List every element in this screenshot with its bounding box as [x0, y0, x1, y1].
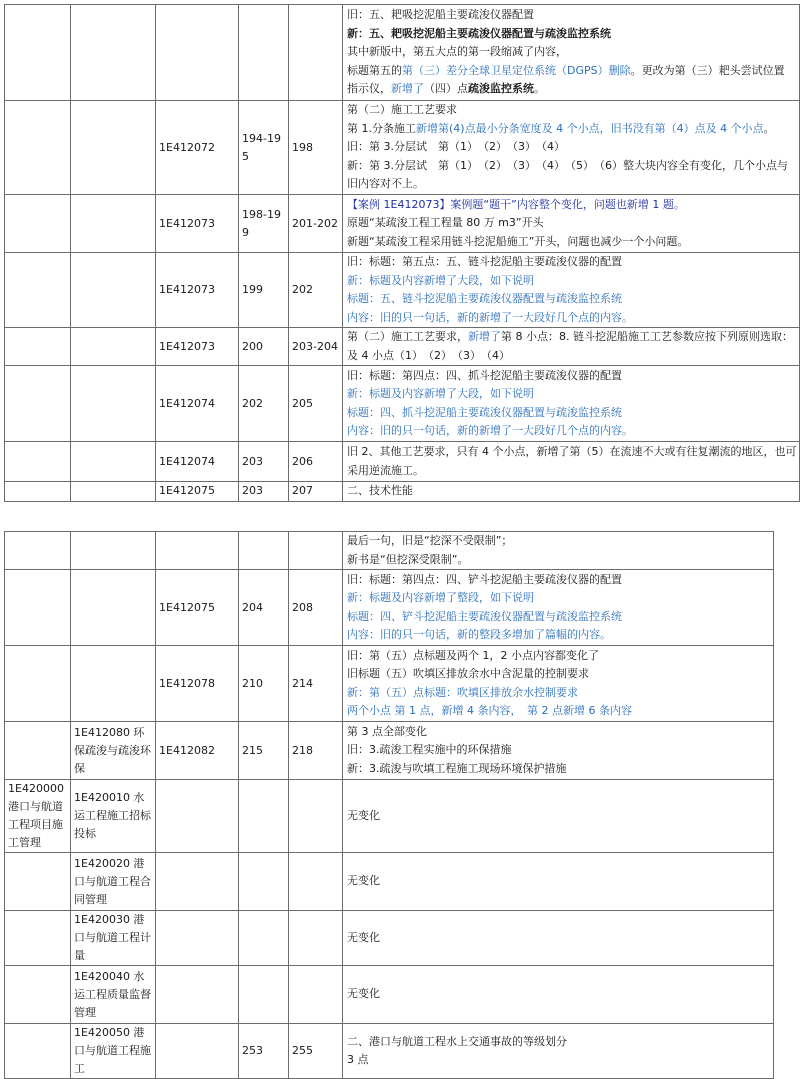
note-line: 新：标题及内容新增了整段，如下说明 [347, 591, 534, 604]
level-2-cell: 1E420050 港口与航道工程施工 [71, 1024, 156, 1079]
section-code-cell: 1E412074 [156, 442, 239, 482]
old-page-cell [239, 532, 289, 570]
new-page-cell: 198 [289, 101, 343, 195]
note-segment: 。 [763, 121, 775, 135]
new-page-cell: 206 [289, 442, 343, 482]
change-note-cell [343, 253, 800, 328]
level-1-cell [5, 328, 71, 366]
note-segment: 疏浚监控系统 [468, 82, 534, 96]
level-2-cell [71, 195, 156, 253]
change-note-cell [343, 101, 800, 195]
section-code-cell: 1E412082 [156, 722, 239, 780]
note-line: 3 点 [347, 1053, 369, 1066]
table-row [5, 482, 800, 502]
note-line: 新：3.疏浚与吹填工程施工现场环境保护措施 [347, 761, 567, 775]
note-line [347, 62, 796, 81]
table-row [5, 532, 774, 570]
table-row [5, 853, 774, 911]
section-code-cell: 1E412073 [156, 195, 239, 253]
level-1-cell [5, 5, 71, 101]
note-line: 无变化 [347, 987, 380, 1001]
note-line: 新：第 3.分层试 第（1） （2） （3） （4） （5） （6）整大块内容全有变化，几个小点与 [347, 158, 788, 172]
change-note-cell [343, 5, 800, 101]
level-2-cell: 1E420020 港口与航道工程合同管理 [71, 853, 156, 911]
table-row [5, 5, 800, 101]
table-row [5, 966, 774, 1024]
note-segment: 第 1.分条施工 [347, 121, 416, 135]
new-page-cell: 255 [289, 1024, 343, 1079]
old-page-cell [239, 911, 289, 966]
level-2-cell [71, 253, 156, 328]
old-page-cell: 202 [239, 366, 289, 442]
change-note-cell [343, 780, 774, 853]
note-line: 无变化 [347, 808, 380, 822]
note-line: 采用逆流施工。 [347, 463, 424, 477]
note-line: 无变化 [347, 930, 380, 944]
table-row [5, 253, 800, 328]
level-1-cell [5, 482, 71, 502]
old-page-cell: 198-199 [239, 195, 289, 253]
level-2-cell [71, 532, 156, 570]
note-segment: 第 8 小点：8. 链斗挖泥船施工工艺参数应按下列原则选取： [501, 330, 793, 343]
level-1-cell [5, 646, 71, 722]
level-2-cell [71, 101, 156, 195]
level-1-cell [5, 570, 71, 646]
table-row [5, 911, 774, 966]
change-note-cell [343, 442, 800, 482]
section-code-cell: 1E412075 [156, 482, 239, 502]
level-1-cell [5, 1024, 71, 1079]
level-2-cell [71, 482, 156, 502]
new-page-cell: 201-202 [289, 195, 343, 253]
note-line: 最后一句，旧是“挖深不受限制”； [347, 534, 513, 547]
new-page-cell: 205 [289, 366, 343, 442]
section-code-cell [156, 1024, 239, 1079]
note-line: 内容：旧的只一句话，新的新增了一大段好几个点的内容。 [347, 310, 633, 324]
old-page-cell: 203 [239, 482, 289, 502]
section-code-cell: 1E412075 [156, 570, 239, 646]
note-line: 内容：旧的只一句话，新的整段多增加了篇幅的内容。 [347, 628, 611, 641]
note-line: 旧：标题：第五点：五、链斗挖泥船主要疏浚仪器的配置 [347, 255, 622, 268]
note-line: 新：标题及内容新增了大段，如下说明 [347, 273, 534, 287]
table-row [5, 780, 774, 853]
old-page-cell: 200 [239, 328, 289, 366]
old-page-cell: 194-195 [239, 101, 289, 195]
section-code-cell [156, 853, 239, 911]
note-line: 及 4 小点（1） （2） （3） （4） [347, 348, 510, 362]
note-line: 旧：标题：第四点：四、抓斗挖泥船主要疏浚仪器的配置 [347, 368, 622, 382]
note-line: 第 3 点全部变化 [347, 724, 427, 738]
table-row [5, 442, 800, 482]
table-row [5, 1024, 774, 1079]
change-note-cell [343, 482, 800, 502]
new-page-cell [289, 532, 343, 570]
note-line [347, 196, 796, 215]
note-line: 其中新版中，第五大点的第一段缩减了内容， [347, 45, 567, 59]
old-page-cell: 215 [239, 722, 289, 780]
level-2-cell [71, 646, 156, 722]
change-note-cell [343, 328, 800, 366]
section-code-cell [156, 780, 239, 853]
note-line: 旧：五、耙吸挖泥船主要疏浚仪器配置 [347, 8, 534, 22]
new-page-cell: 214 [289, 646, 343, 722]
note-line: 二、技术性能 [347, 484, 413, 497]
old-page-cell [239, 5, 289, 101]
note-line: 新书是“但挖深受限制”。 [347, 552, 469, 566]
level-2-cell [71, 442, 156, 482]
section-code-cell [156, 532, 239, 570]
new-page-cell [289, 780, 343, 853]
level-2-cell: 1E420030 港口与航道工程计量 [71, 911, 156, 966]
section-code-cell: 1E412073 [156, 253, 239, 328]
note-line: 旧：第 3.分层试 第（1） （2） （3） （4） [347, 140, 565, 154]
level-1-cell [5, 442, 71, 482]
note-segment: 【案例 1E412073】案例题“题干”内容整个变化，问题也新增 1 题。 [347, 197, 685, 211]
new-page-cell [289, 911, 343, 966]
note-line: 旧标题（五）吹填区排放余水中含泥量的控制要求 [347, 667, 589, 680]
change-note-cell [343, 366, 800, 442]
level-1-cell [5, 966, 71, 1024]
note-line: 新题“某疏浚工程采用链斗挖泥船施工”开头，问题也减少一个小问题。 [347, 234, 689, 248]
note-line: 新：标题及内容新增了大段，如下说明 [347, 387, 534, 400]
section-code-cell [156, 911, 239, 966]
new-page-cell: 208 [289, 570, 343, 646]
table-row [5, 195, 800, 253]
section-code-cell [156, 966, 239, 1024]
old-page-cell: 210 [239, 646, 289, 722]
level-1-cell [5, 195, 71, 253]
note-line [347, 80, 796, 99]
note-line: 原题“某疏浚工程工程量 80 万 m3”开头 [347, 216, 544, 230]
level-1-cell [5, 101, 71, 195]
old-page-cell: 203 [239, 442, 289, 482]
level-1-cell [5, 532, 71, 570]
level-2-cell [71, 5, 156, 101]
level-1-cell: 1E420000 港口与航道工程项目施工管理 [5, 780, 71, 853]
note-segment: 新增了 [468, 330, 501, 343]
note-line: 内容：旧的只一句话，新的新增了一大段好几个点的内容。 [347, 424, 633, 437]
change-table-1 [4, 4, 800, 502]
level-2-cell: 1E420040 水运工程质量监督管理 [71, 966, 156, 1024]
table-body [5, 5, 800, 502]
note-segment: 。 [534, 82, 545, 96]
section-code-cell [156, 5, 239, 101]
change-note-cell [343, 722, 774, 780]
change-note-cell [343, 1024, 774, 1079]
section-code-cell: 1E412073 [156, 328, 239, 366]
old-page-cell [239, 780, 289, 853]
note-line: 第（二）施工工艺要求 [347, 103, 457, 117]
level-1-cell [5, 722, 71, 780]
note-line [347, 328, 796, 347]
change-note-cell [343, 195, 800, 253]
level-2-cell [71, 570, 156, 646]
old-page-cell: 199 [239, 253, 289, 328]
change-note-cell [343, 853, 774, 911]
level-2-cell: 1E412080 环保疏浚与疏浚环保 [71, 722, 156, 780]
note-line: 标题：四、铲斗挖泥船主要疏浚仪器配置与疏浚监控系统 [347, 609, 622, 623]
note-segment: （四）点 [424, 82, 468, 96]
note-line [347, 120, 796, 139]
table-row [5, 646, 774, 722]
note-line: 旧：3.疏浚工程实施中的环保措施 [347, 743, 512, 757]
note-segment: 指示仪， [347, 82, 391, 96]
note-line: 标题：五、链斗挖泥船主要疏浚仪器配置与疏浚监控系统 [347, 292, 622, 305]
table-row [5, 570, 774, 646]
level-1-cell [5, 253, 71, 328]
note-line: 新：五、耙吸挖泥船主要疏浚仪器配置与疏浚监控系统 [347, 26, 611, 40]
level-1-cell [5, 366, 71, 442]
new-page-cell [289, 966, 343, 1024]
note-line: 新：第（五）点标题：吹填区排放余水控制要求 [347, 685, 578, 699]
level-2-cell: 1E420010 水运工程施工招标投标 [71, 780, 156, 853]
note-line: 旧：标题：第四点：四、铲斗挖泥船主要疏浚仪器的配置 [347, 572, 622, 586]
note-segment: 新增了 [391, 82, 424, 96]
new-page-cell [289, 853, 343, 911]
note-line: 标题：四、抓斗挖泥船主要疏浚仪器配置与疏浚监控系统 [347, 405, 622, 419]
change-note-cell [343, 646, 774, 722]
note-segment: 新增第(4)点最小分条宽度及 4 个小点，旧书没有第（4）点及 4 个小点 [416, 121, 764, 135]
table-row [5, 328, 800, 366]
section-code-cell: 1E412074 [156, 366, 239, 442]
old-page-cell: 253 [239, 1024, 289, 1079]
note-line: 旧 2、其他工艺要求，只有 4 个小点，新增了第（5）在流速不大或有往复潮流的地区，也可 [347, 445, 797, 458]
note-line: 无变化 [347, 874, 380, 888]
note-segment: 第（三）差分全球卫星定位系统（DGPS）删除 [402, 63, 631, 77]
note-line: 旧内容对不上。 [347, 177, 424, 191]
old-page-cell [239, 853, 289, 911]
note-segment: 。更改为第（三）耙头尝试位置 [630, 63, 785, 77]
note-line: 二、港口与航道工程水上交通事故的等级划分 [347, 1034, 567, 1048]
table-row [5, 722, 774, 780]
new-page-cell: 207 [289, 482, 343, 502]
level-1-cell [5, 911, 71, 966]
old-page-cell [239, 966, 289, 1024]
level-2-cell [71, 366, 156, 442]
new-page-cell: 218 [289, 722, 343, 780]
change-note-cell [343, 911, 774, 966]
note-segment: 标题第五的 [347, 63, 402, 77]
new-page-cell [289, 5, 343, 101]
old-page-cell: 204 [239, 570, 289, 646]
table-row [5, 366, 800, 442]
change-note-cell [343, 966, 774, 1024]
change-table-2 [4, 531, 774, 1079]
change-note-cell [343, 570, 774, 646]
new-page-cell: 203-204 [289, 328, 343, 366]
level-2-cell [71, 328, 156, 366]
note-line: 两个小点 第 1 点，新增 4 条内容， 第 2 点新增 6 条内容 [347, 704, 632, 717]
change-note-cell [343, 532, 774, 570]
note-segment: 第（二）施工工艺要求， [347, 330, 468, 343]
note-line: 旧：第（五）点标题及两个 1，2 小点内容都变化了 [347, 648, 599, 662]
table-row [5, 101, 800, 195]
new-page-cell: 202 [289, 253, 343, 328]
level-1-cell [5, 853, 71, 911]
table-body [5, 532, 774, 1079]
section-code-cell: 1E412072 [156, 101, 239, 195]
section-code-cell: 1E412078 [156, 646, 239, 722]
